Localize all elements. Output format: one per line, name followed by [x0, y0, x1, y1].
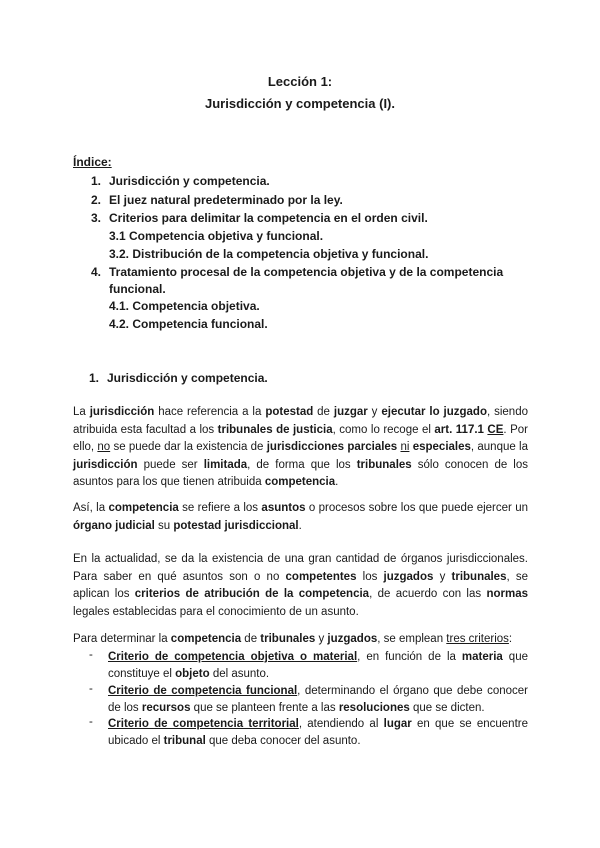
body-text: en que se encuentre ubicado el — [108, 718, 528, 747]
emphasis-text: tribunales — [356, 458, 412, 471]
emphasis-text: Criterio de competencia funcional — [108, 685, 298, 697]
body-text: , de forma que los — [247, 458, 357, 471]
body-text: , determinando el órgano que debe conocer de los — [108, 685, 528, 714]
section-title: Jurisdicción y competencia. — [107, 371, 268, 385]
emphasis-text: CE — [487, 423, 504, 436]
body-text: su — [154, 519, 174, 532]
emphasis-text: competencia — [170, 633, 242, 645]
body-text: , en función de la — [357, 651, 462, 663]
bullet-territorial-criterion — [108, 716, 528, 750]
body-text: que deba conocer del asunto. — [205, 735, 361, 747]
body-text: sólo conocen de los asuntos para los que tienen atribuida — [73, 458, 528, 488]
body-text: Para determinar la — [73, 633, 171, 645]
emphasis-text: asuntos — [261, 502, 306, 514]
index-item-number: 4. — [91, 265, 102, 279]
lesson-number: Lección 1: — [267, 74, 333, 89]
bullet-marker: - — [89, 716, 93, 728]
body-text: La — [73, 406, 90, 418]
body-text: . — [298, 519, 302, 532]
body-text: y — [315, 633, 328, 645]
index-item — [91, 265, 503, 279]
body-text: de — [241, 633, 261, 645]
paragraph-criteria-intro — [73, 551, 528, 621]
body-text: : — [508, 633, 513, 645]
emphasis-text: tribunales — [451, 570, 507, 583]
index-heading: Índice: — [73, 155, 112, 169]
emphasis-text: ejecutar lo juzgado — [381, 406, 487, 418]
bullet-objective-criterion — [108, 649, 528, 683]
bullet-marker: - — [89, 683, 93, 695]
emphasis-text: especiales — [412, 441, 471, 453]
emphasis-text: competencia — [108, 502, 179, 514]
emphasis-text: resoluciones — [338, 702, 410, 714]
emphasis-text: juzgar — [333, 406, 368, 418]
bullet-functional-criterion — [108, 683, 528, 717]
emphasis-text: lugar — [383, 718, 412, 730]
paragraph-competence — [73, 500, 528, 535]
body-text: , como lo recoge el — [332, 423, 435, 436]
emphasis-text: no — [97, 441, 111, 453]
emphasis-text: jurisdicción — [89, 406, 155, 418]
index-item — [91, 193, 343, 207]
index-item-number: 1. — [91, 174, 102, 188]
index-item-label: El juez natural predeterminado por la ley. — [109, 193, 343, 207]
body-text: . — [335, 476, 339, 488]
body-text: , se emplean — [377, 633, 447, 645]
index-item-label: Jurisdicción y competencia. — [109, 174, 270, 188]
emphasis-text: potestad jurisdiccional — [173, 519, 299, 532]
emphasis-text: limitada — [203, 458, 248, 471]
emphasis-text: ni — [400, 441, 410, 453]
body-text: , atendiendo al — [298, 718, 384, 730]
index-item — [91, 174, 270, 188]
emphasis-text: tribunales — [260, 633, 316, 645]
body-text: y — [433, 570, 452, 583]
emphasis-text: juzgados — [327, 633, 378, 645]
emphasis-text: órgano judicial — [73, 519, 155, 532]
emphasis-text: normas — [486, 588, 528, 600]
index-subitem: 3.1 Competencia objetiva y funcional. — [109, 229, 324, 243]
body-text: , aunque la — [470, 441, 528, 453]
body-text: de — [313, 406, 334, 418]
paragraph-three-criteria — [73, 631, 528, 649]
index-item-label: Tratamiento procesal de la competencia objetiva y de la competencia — [109, 265, 504, 279]
body-text: , siendo atribuida esta facultad a los — [73, 406, 528, 436]
body-text: o procesos sobre los que puede ejercer un — [305, 502, 528, 514]
emphasis-text: jurisdicciones parciales — [266, 441, 398, 453]
index-item-number: 3. — [91, 211, 102, 225]
body-text: puede ser — [137, 458, 204, 471]
body-text: los — [356, 570, 384, 583]
index-subitem: 4.2. Competencia funcional. — [109, 317, 268, 331]
bullet-marker: - — [89, 649, 93, 661]
emphasis-text: jurisdicción — [73, 458, 138, 471]
body-text: y — [367, 406, 382, 418]
body-text: legales establecidas para el conocimiento de un asunto. — [73, 605, 359, 618]
index-item-continuation: funcional. — [109, 282, 166, 296]
index-item-number: 2. — [91, 193, 102, 207]
body-text: , de acuerdo con las — [369, 588, 487, 600]
emphasis-text: objeto — [175, 668, 210, 680]
emphasis-text: art. 117.1 — [434, 423, 488, 436]
index-subitem: 4.1. Competencia objetiva. — [109, 299, 260, 313]
body-text: Así, la — [73, 502, 109, 514]
body-text: que se dicten. — [409, 702, 485, 714]
body-text: que constituye el — [108, 651, 528, 680]
body-text: se puede dar la existencia de — [110, 441, 267, 453]
body-text: hace referencia a la — [154, 406, 266, 418]
emphasis-text: competentes — [285, 570, 357, 583]
index-item — [91, 211, 428, 225]
page-title: Jurisdicción y competencia (I). — [205, 96, 395, 111]
emphasis-text: tribunal — [163, 735, 206, 747]
emphasis-text: criterios de atribución de la competencia — [134, 588, 370, 600]
body-text: del asunto. — [209, 668, 270, 680]
emphasis-text: recursos — [141, 702, 191, 714]
emphasis-text: juzgados — [383, 570, 434, 583]
emphasis-text: tribunales de justicia — [217, 423, 333, 436]
body-text: . Por ello, — [73, 423, 528, 453]
body-text: , se aplican los — [73, 570, 529, 600]
emphasis-text: potestad — [265, 406, 314, 418]
index-subitem: 3.2. Distribución de la competencia objetiva y funcional. — [109, 247, 429, 261]
section-heading — [89, 371, 268, 385]
index-item-label: Criterios para delimitar la competencia en el orden civil. — [109, 211, 428, 225]
body-text: En la actualidad, se da la existencia de una gran cantidad de órganos jurisdiccionales. Para saber en qué asuntos son o no — [73, 553, 528, 583]
emphasis-text: tres criterios — [446, 633, 509, 645]
body-text: se refiere a los — [178, 502, 262, 514]
emphasis-text: Criterio de competencia territorial — [108, 718, 299, 730]
emphasis-text: competencia — [264, 476, 336, 488]
emphasis-text: Criterio de competencia objetiva o material — [108, 651, 358, 663]
body-text: que se planteen frente a las — [190, 702, 339, 714]
paragraph-jurisdiction — [73, 404, 528, 492]
emphasis-text: materia — [461, 651, 503, 663]
section-number: 1. — [89, 371, 100, 385]
